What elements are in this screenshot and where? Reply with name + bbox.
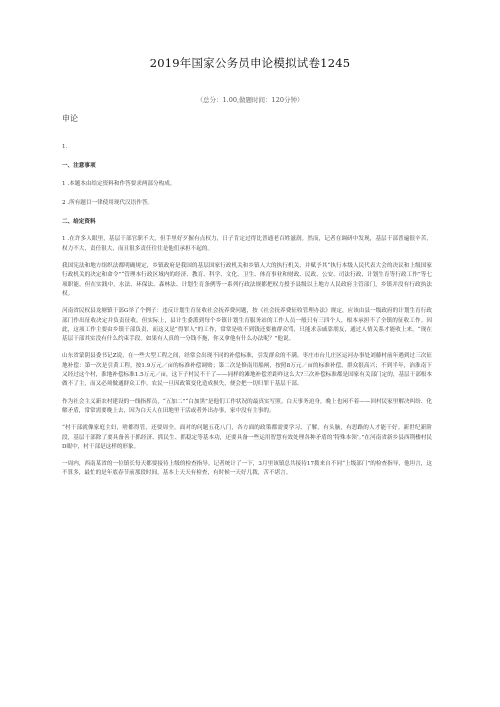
section-label: 申论 bbox=[62, 114, 78, 123]
paragraph-7: 一周内，西南某省的一位镇长每天都要接待上级的检查指导。记者统计了一下，3月里该镇总共接待17拨来自不同“上级部门”的检查指导，他坦言，这不算多，最忙的是年底春节前那段时间，基本上天天有检查，有时候一天好几拨，苦不堪言。 bbox=[62, 461, 432, 477]
heading-notes: 一、注意事项 bbox=[62, 163, 96, 170]
paragraph-3: 河南省民权县龙塘镇干部G举了个例子：违反计划生育征收社会抚养费问题，按《社会抚养费征收管理办法》规定，应该由县一级政府的计划生育行政部门作出征收决定并负责征收。但实际上，县计生委派到每个乡镇计划生育服务站的工作人员一般只有三四个人，根本承担不了全镇的征收工作。因此，这项工作主要由乡镇干部负责，而这又是“得罪人”的工作，常常是收不到钱还要被群众骂，只能求亲戚靠朋友，通过人情关系才能收上来。“现在基层干部其实没有什么约束手段。如果有人真的一分钱不拖，你又拿他有什么办法呢？”他说。 bbox=[62, 308, 432, 343]
question-number: 1. bbox=[62, 144, 68, 150]
page-title: 2019年国家公务员申论模拟试卷1245 bbox=[149, 56, 351, 70]
exam-info: （总分：1.00,做题时间：120分钟） bbox=[196, 96, 304, 104]
document-body bbox=[62, 143, 432, 487]
note-2: 2 .所有题目一律使用现代汉语作答。 bbox=[62, 199, 154, 206]
paragraph-6: “村干部就像家庭主妇，啥都得管，还要周全。面对的问题五花八门，各方面的政策都需要学习、了解，有头脑，有思路的人才能干好。新世纪新阶段，基层干部除了要具备善于抓经济、抓民生、抓稳定等基本功，还要具备一些运用智慧有效处理各种矛盾的‘特殊本领’。”在河南省新乡县西荆楼村民D眼中，村干部是这样的形象。 bbox=[62, 425, 432, 450]
paragraph-4: 山东省蒙阴县委书记Z说，在一些大型工程之间，经常会出现不同的补偿标准，引发群众的不满。枣庄市台儿庄区运河办事处刘藤村前年遇到过三次征地补偿：第一次是引黄工程，按1.9万元／亩的标准补偿调赔；第二次是修南用船闸，按照8万元／亩的标准补偿，群众很高兴；不到半年，治淮南下又经过这个村，淮地补偿标准1.5万元／亩，这下子村民不干了——同样的滩地补偿差距咋这么大?三次补偿标准都是国家有关部门定的，基层干部根本做不了主，而又必须做通群众工作。农民一旦因政策变化造成损失，便会把一切归罪于基层干部。 bbox=[62, 353, 432, 388]
paragraph-5: 作为社会主义新农村建设的一线指挥员，“五加二”“白加黑”是他们工作状况的最真实写照。白天事务迫身，晚上也闲不着——回村民家里解决纠纷、化解矛盾，常常需要晚上去，因为白天人在田地里干活或者外出办事，家中没有主事的。 bbox=[62, 398, 432, 414]
paragraph-1: 1 .在许多人眼里，基层干部官职不大，但手里好歹握有点权力，日子肯定过得比普通老百姓滋润。然而，记者在调研中发现，基层干部普遍很辛苦，权力不大，责任很大，而且很多责任往往是他们承担不起的。 bbox=[62, 236, 432, 252]
note-1: 1 .本题本由给定资料和作答要求两部分构成。 bbox=[62, 180, 176, 187]
paragraph-2: 我国宪法和地方组织法都明确规定，乡镇政府是我国的基层国家行政机关和乡镇人大的执行机关，并赋予其“执行本级人民代表大会的决议和上级国家行政机关的决定和命令”“管理本行政区域内的经济、教育、科学、文化、卫生、体育事业和财政、民政、公安、司法行政、计划生育等行政工作”等七项职能。但在实践中，水法、环保法、森林法、计划生育条例等一系列行政法规都把权力授予县级以上地方人民政府主管部门，乡镇并没有行政执法权。 bbox=[62, 263, 432, 297]
heading-materials: 二、给定资料 bbox=[62, 219, 96, 226]
